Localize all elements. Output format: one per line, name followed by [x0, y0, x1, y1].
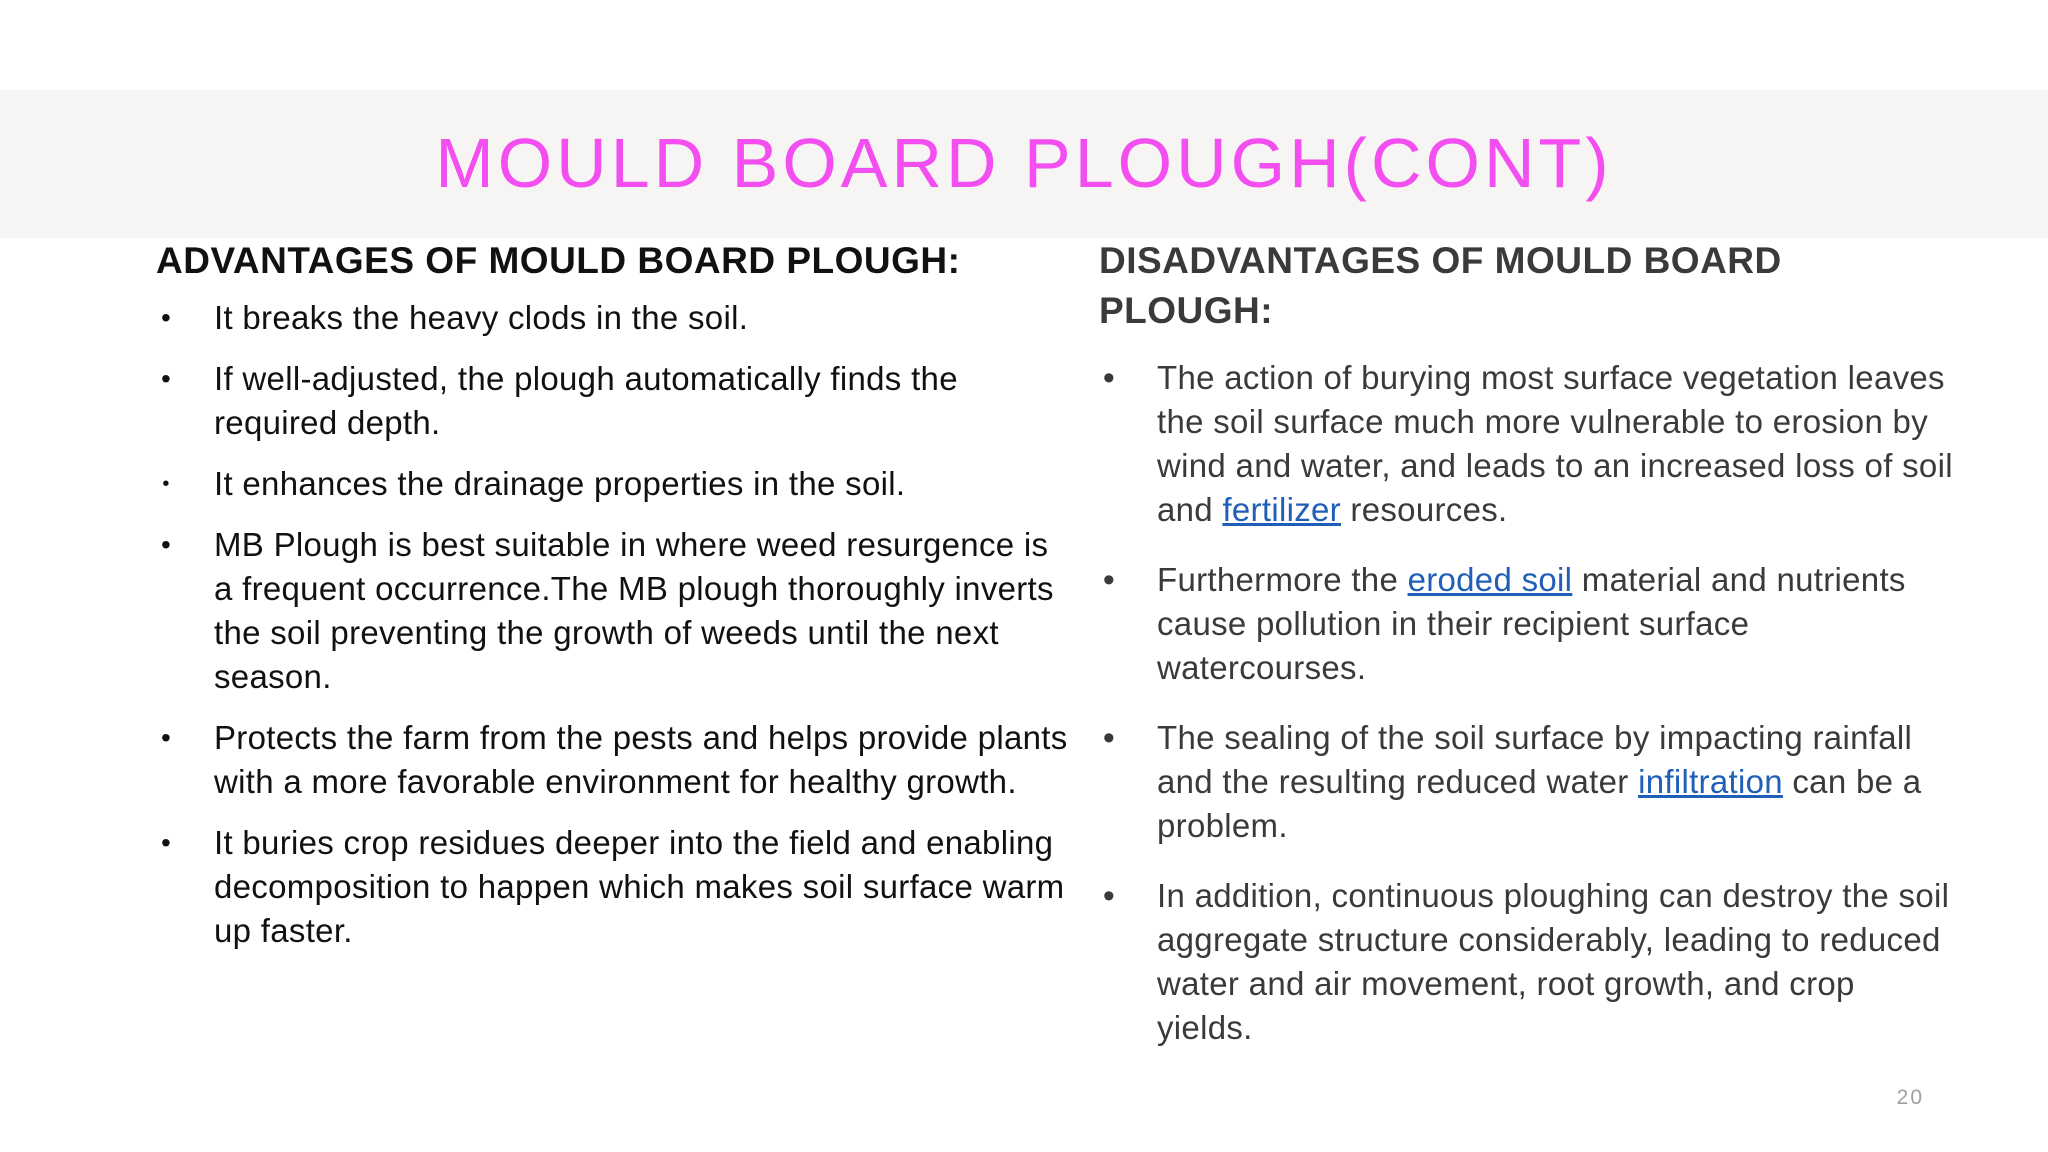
list-item-text [1157, 719, 1921, 844]
bullet-dot-icon: • [160, 722, 172, 753]
page-number: 20 [1896, 1086, 1924, 1109]
advantages-heading: ADVANTAGES OF MOULD BOARD PLOUGH: [156, 240, 961, 281]
list-item [156, 523, 1076, 699]
list-item [1099, 874, 1959, 1050]
bullet-dot-icon: • [160, 363, 172, 394]
list-item [1099, 356, 1959, 532]
bullet-dot-icon: • [1102, 877, 1116, 915]
list-item-text [1157, 359, 1953, 528]
list-item-text-before: Furthermore the [1157, 561, 1408, 598]
eroded-soil-link[interactable]: eroded soil [1407, 561, 1573, 598]
list-item-text: It enhances the drainage properties in the soil. [214, 465, 906, 502]
list-item-text: If well-adjusted, the plough automatically finds the required depth. [214, 360, 958, 441]
disadvantages-heading: DISADVANTAGES OF MOULD BOARD PLOUGH: [1099, 240, 1782, 331]
bullet-dot-icon: • [1102, 719, 1116, 757]
bullet-dot-icon: • [1102, 561, 1116, 599]
list-item-text [1157, 561, 1906, 686]
disadvantages-column [1099, 236, 1959, 1050]
list-item [156, 296, 1076, 340]
list-item-text: Protects the farm from the pests and helps provide plants with a more favorable environment for healthy growth. [214, 719, 1068, 800]
advantages-column [156, 236, 1076, 953]
list-item [156, 357, 1076, 445]
list-item-text: It buries crop residues deeper into the field and enabling decomposition to happen which makes soil surface warm up faster. [214, 824, 1065, 949]
list-item-text-after: material and nutrients cause pollution in their recipient surface watercourses. [1157, 561, 1906, 686]
bullet-dot-icon: • [160, 529, 172, 560]
list-item [156, 462, 1076, 506]
list-item [1099, 716, 1959, 848]
infiltration-link[interactable]: infiltration [1638, 763, 1783, 800]
list-item [156, 716, 1076, 804]
list-item [156, 821, 1076, 953]
advantages-list [156, 296, 1076, 953]
list-item-text-after: resources. [1340, 491, 1508, 528]
list-item [1099, 558, 1959, 690]
bullet-dot-icon: • [1102, 359, 1116, 397]
bullet-dot-icon: • [160, 302, 172, 333]
list-item-text: It breaks the heavy clods in the soil. [214, 299, 749, 336]
list-item-text: MB Plough is best suitable in where weed resurgence is a frequent occurrence.The MB plough thoroughly inverts the soil preventing the growth of weeds until the next season. [214, 526, 1054, 695]
disadvantages-list [1099, 356, 1959, 1050]
list-item-text-before: The sealing of the soil surface by impacting rainfall and the resulting reduced water [1157, 719, 1913, 800]
fertilizer-link[interactable]: fertilizer [1222, 491, 1341, 528]
list-item-text-before: The action of burying most surface vegetation leaves the soil surface much more vulnerable to erosion by wind and water, and leads to an increased loss of soil and [1157, 359, 1953, 528]
list-item-text: In addition, continuous ploughing can destroy the soil aggregate structure considerably, leading to reduced water and air movement, root growth, and crop yields. [1157, 877, 1950, 1046]
list-item-text-after: can be a problem. [1157, 763, 1922, 844]
slide-title: MOULD BOARD PLOUGH(CONT) [435, 124, 1613, 202]
bullet-dot-icon: • [162, 473, 170, 495]
bullet-dot-icon: • [160, 827, 172, 858]
